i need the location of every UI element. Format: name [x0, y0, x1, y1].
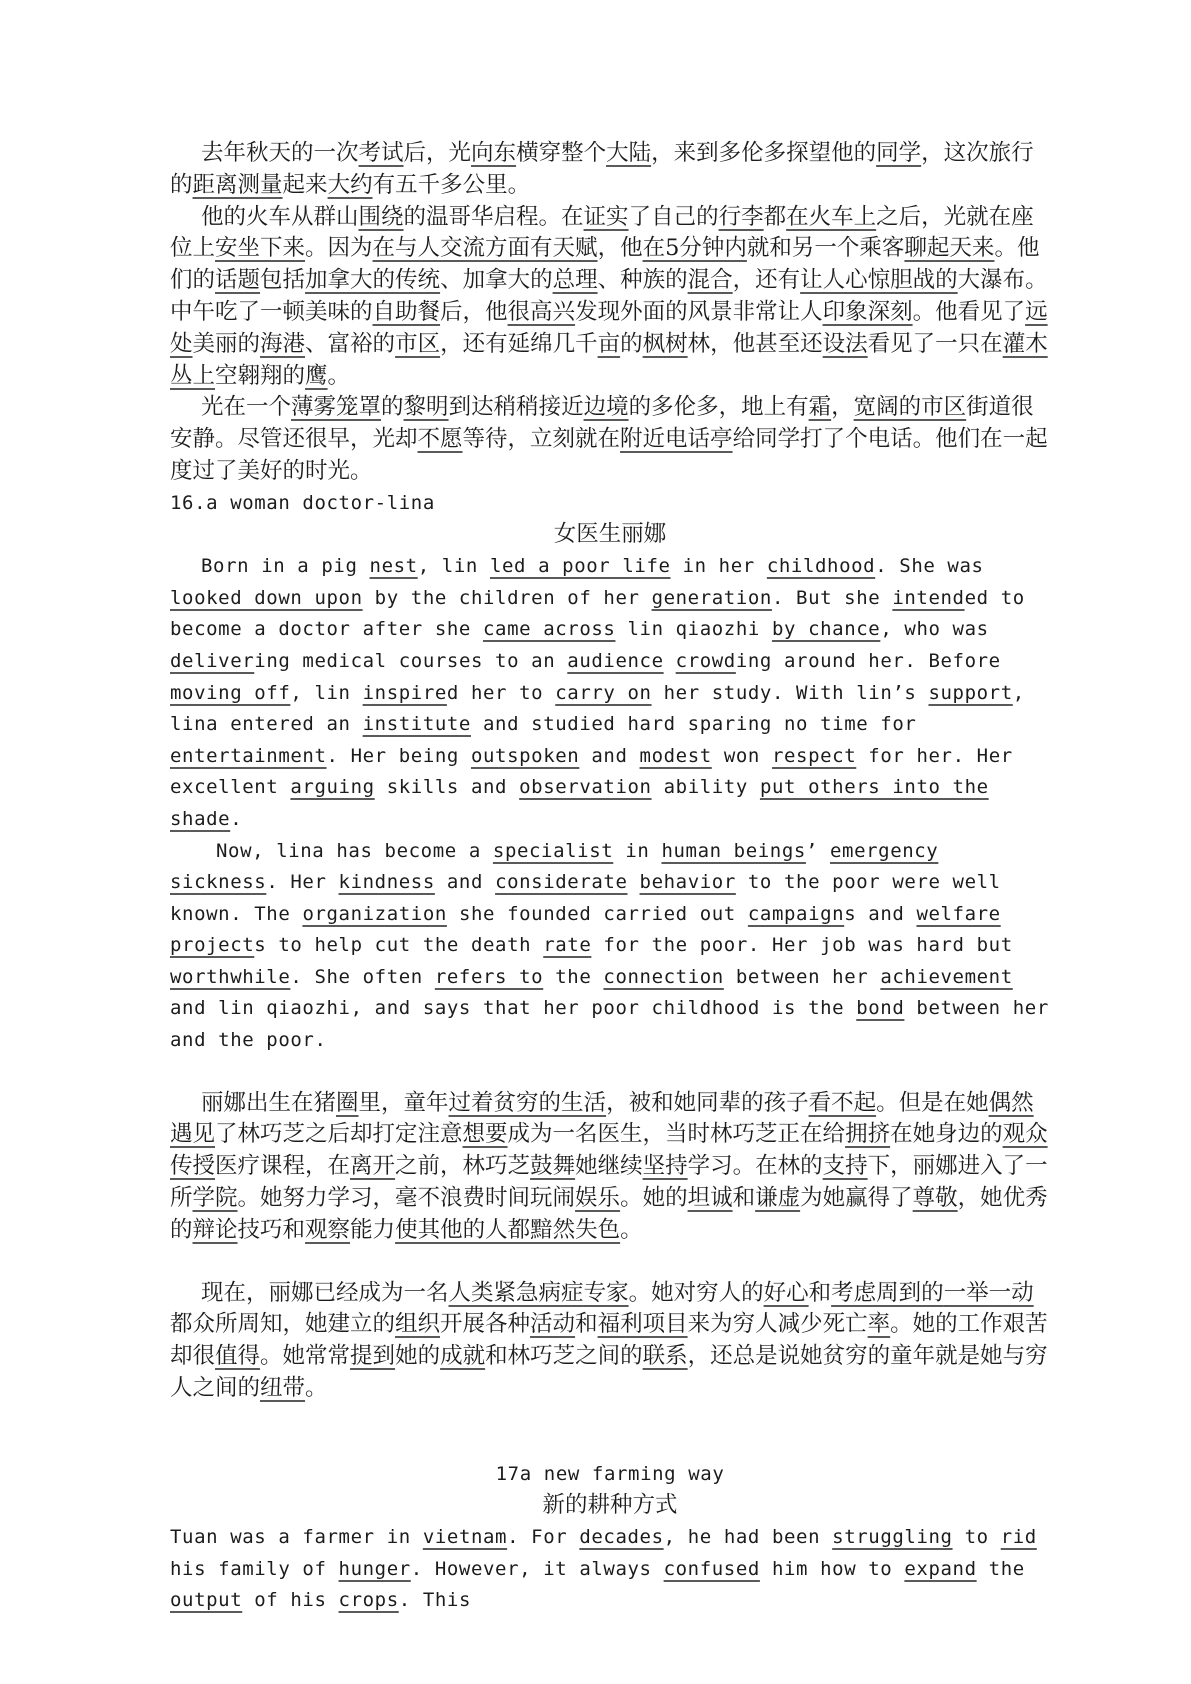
underlined-term: 霜 [808, 394, 832, 421]
underlined-term: decades [579, 1526, 664, 1549]
text-run: 、富裕的 [305, 330, 396, 357]
text-run: 。他们的 [170, 235, 1040, 294]
text-run: . [230, 807, 243, 830]
text-run: 的 [381, 394, 404, 421]
underlined-term: moving off [170, 681, 291, 704]
text-run: 之后，光就在座位上 [170, 203, 1034, 262]
text-run: 和 [575, 1311, 598, 1338]
text-run: 大瀑布。中午吃了一顿美味的 [170, 267, 1048, 325]
underlined-term: respect [771, 744, 857, 767]
text-run: 技巧和 [237, 1216, 306, 1243]
underlined-term: 坦诚 [687, 1185, 733, 1212]
underlined-term: 印象深刻 [822, 298, 913, 325]
underlined-term: 提到 [350, 1343, 396, 1370]
cn-intro-paragraph-3 [170, 392, 1050, 487]
underlined-term: 纽带 [260, 1375, 306, 1402]
underlined-term: behavior [639, 871, 736, 894]
text-run: , lina entered an [170, 681, 1025, 736]
lesson-16-chinese-paragraph-2 [170, 1278, 1050, 1405]
text-run: ed to become a doctor after she [170, 586, 1025, 641]
text-run: 。但是在她 [876, 1089, 989, 1116]
lesson-17-chinese-title: 新的耕种方式 [542, 1492, 678, 1519]
text-run: 里，童年 [358, 1089, 449, 1116]
underlined-term: generation [651, 586, 772, 609]
underlined-term: 在5分钟内 [642, 235, 747, 262]
underlined-term: bond [856, 997, 905, 1020]
underlined-term: 宽阔的市区 [853, 394, 967, 421]
text-run: his family of [170, 1557, 339, 1580]
text-run: 起来 [282, 171, 328, 198]
text-run: 后，光 [403, 140, 472, 166]
underlined-term: sickness [170, 871, 267, 894]
underlined-term: 考虑周到的 [831, 1279, 944, 1306]
underlined-term: 一举一动 [943, 1279, 1034, 1306]
text-run: 和 [732, 1185, 756, 1212]
underlined-term: 海港 [260, 330, 306, 357]
underlined-term: 学院 [192, 1185, 238, 1212]
text-run: Born in a pig [201, 555, 370, 578]
text-run: and [434, 871, 496, 894]
text-run: 包括 [260, 267, 306, 294]
blank-line [170, 1405, 1050, 1459]
text-run: d her to [446, 681, 556, 704]
text-run: and lin qiaozhi, and says that her poor childhood is the [170, 997, 857, 1020]
underlined-term: 传授 [170, 1153, 216, 1180]
text-run: 发现外面的风景非常让人 [575, 298, 823, 325]
text-run: , he had been [663, 1526, 833, 1549]
underlined-term: 看不起 [808, 1089, 877, 1116]
text-run: in [613, 839, 662, 862]
underlined-term: 距离 [192, 171, 238, 198]
text-run: ing around her. Before [735, 649, 1001, 672]
underlined-term: modest [639, 744, 712, 767]
underlined-term: 安坐下来 [215, 235, 306, 262]
text-run: her study. With lin’s [651, 681, 929, 704]
text-run: ，被和她同辈的孩子 [606, 1089, 809, 1116]
text-run: skills and [374, 776, 520, 799]
text-run: 了林巧芝之后却打定注意 [215, 1121, 463, 1148]
text-run: of his [242, 1589, 339, 1612]
underlined-term: rate [543, 934, 592, 957]
underlined-term: deliver [170, 649, 255, 672]
text-run: s and [844, 902, 917, 925]
text-run: ’ [805, 839, 830, 862]
text-run: 美丽的 [192, 330, 261, 357]
text-run: ，还有 [732, 267, 801, 294]
underlined-term: struggling [832, 1526, 953, 1549]
text-run [664, 650, 676, 672]
underlined-term: support [928, 681, 1013, 704]
text-run: 。她常常 [260, 1343, 351, 1370]
text-run: 她继续 [575, 1153, 643, 1180]
text-run: 能力 [350, 1216, 396, 1243]
underlined-term: 测量 [237, 171, 283, 198]
text-run: 的温哥华启程。在 [403, 203, 584, 230]
text-run: . Her [266, 871, 339, 894]
underlined-term: output [170, 1589, 243, 1612]
text-run: . She often [290, 965, 435, 988]
underlined-term: 过着贫穷的生活 [448, 1089, 607, 1116]
underlined-term: 同学 [876, 140, 922, 166]
underlined-term: 边境 [583, 394, 629, 421]
text-run: . She was [875, 555, 984, 578]
text-run: ing medical courses to an [254, 649, 568, 672]
underlined-term: 娱乐 [575, 1185, 621, 1212]
text-run: , who was [880, 618, 989, 641]
text-run: 到达稍稍接近 [448, 394, 584, 421]
cn-intro-paragraph-2 [170, 202, 1050, 393]
underlined-term: 率 [867, 1311, 891, 1338]
underlined-term: specialist [492, 839, 614, 862]
text-run: to [952, 1526, 1001, 1549]
underlined-term: 鼓舞 [530, 1153, 576, 1180]
underlined-term: 很高兴 [507, 298, 576, 325]
text-run: and studied hard sparing no time for [470, 713, 917, 736]
underlined-term: welfare project [170, 902, 1001, 957]
text-run: 开展各种 [440, 1311, 531, 1338]
text-run: 现在，丽娜已经成为一名 [201, 1279, 449, 1306]
underlined-term: worthwhile [170, 965, 291, 988]
text-run: Now, lina has become a [216, 839, 493, 862]
text-run: 都 [763, 203, 787, 230]
underlined-term: emergency [830, 839, 939, 862]
underlined-term: crowd [675, 649, 736, 672]
text-run: lin qiaozhi [615, 618, 772, 641]
lesson-16-english-paragraph-2 [170, 836, 1050, 1057]
underlined-term: 人类 [448, 1279, 494, 1306]
underlined-term: 使其他的人都黯然失色 [395, 1216, 621, 1243]
underlined-term: 聊起天来 [904, 235, 995, 262]
underlined-term: 紧急 [493, 1279, 539, 1306]
underlined-term: 圈 [336, 1089, 359, 1116]
text-run: 。因为 [305, 235, 373, 262]
underlined-term: 拥挤 [845, 1121, 891, 1148]
underlined-term: 在火车上 [786, 203, 877, 230]
underlined-term: entertainment [170, 744, 327, 767]
underlined-term: 考试 [358, 140, 404, 166]
text-run: . However, it always [410, 1557, 664, 1580]
underlined-term: 市区 [395, 330, 441, 357]
underlined-term: 设法 [822, 330, 868, 357]
text-run: she founded carried out [446, 902, 748, 925]
underlined-term: 尊敬 [912, 1185, 958, 1212]
underlined-term: 谦虚 [755, 1185, 801, 1212]
text-run: for the poor. Her job was hard but [591, 934, 1013, 957]
text-run: Tuan was a farmer in [170, 1526, 423, 1549]
text-run: 和 [808, 1279, 832, 1306]
underlined-term: nest [369, 555, 418, 578]
text-run: 成为一名医生，当时林巧芝正在给 [507, 1121, 846, 1148]
text-run: 。 [620, 1216, 643, 1243]
text-run: 和林巧芝之间的 [485, 1343, 643, 1370]
underlined-term: 成就 [440, 1343, 486, 1370]
text-run: 给同学打了个电话。他们在一起度过了美好的时光。 [170, 426, 1048, 484]
underlined-term: campaign [747, 902, 845, 925]
underlined-term: 活动 [530, 1311, 576, 1338]
underlined-term: 离开 [350, 1153, 396, 1180]
text-run: 有五千多公里。 [372, 171, 531, 198]
text-run: s to help cut the death [254, 934, 544, 957]
underlined-term: 薄雾笼罩 [291, 394, 382, 421]
underlined-term: 自助餐 [372, 298, 441, 325]
text-run: 了自己的 [628, 203, 719, 230]
underlined-term: 大约 [327, 171, 373, 198]
blank-line [170, 1057, 1050, 1088]
text-run: . For [507, 1526, 580, 1549]
underlined-term: 组织 [395, 1311, 441, 1338]
text-run: 。 [327, 362, 351, 389]
underlined-term: 远处 [170, 298, 1048, 357]
underlined-term: childhood [766, 555, 876, 578]
text-run: ，来到多伦多探望他的 [651, 140, 877, 166]
text-run: ，这次旅行的 [170, 140, 1034, 198]
underlined-term: inspire [362, 681, 447, 704]
underlined-term: 证实 [583, 203, 629, 230]
text-run: and [579, 744, 640, 767]
underlined-term: refers to [434, 965, 544, 988]
underlined-term: 大陆 [606, 140, 652, 166]
underlined-term: hunger [338, 1557, 411, 1580]
underlined-term: achievement [880, 965, 1013, 988]
text-run: 等待，立刻就在 [462, 426, 621, 453]
text-run: 为她赢得了 [800, 1185, 913, 1212]
underlined-term: expand [904, 1557, 977, 1580]
underlined-term: 黎明 [403, 394, 449, 421]
underlined-term: observation [519, 776, 652, 799]
underlined-term: 让人心惊胆战的 [800, 267, 958, 294]
underlined-term: looked down upon [170, 586, 363, 609]
lesson-17-english-paragraph-1 [170, 1522, 1050, 1617]
text-run [628, 871, 640, 893]
lesson-16-english-paragraph-1 [170, 551, 1050, 835]
text-run: the [976, 1557, 1025, 1580]
underlined-term: human beings [661, 839, 806, 862]
underlined-term: 亩 [597, 330, 621, 357]
underlined-term: 话题 [215, 267, 261, 294]
text-run: won [711, 744, 772, 767]
underlined-term: 专家 [583, 1279, 629, 1306]
underlined-term: 福利项目 [597, 1311, 688, 1338]
underlined-term: 联系 [642, 1343, 688, 1370]
lesson-17-heading: 17a new farming way [495, 1462, 725, 1485]
text-run: 就和另一个乘客 [746, 235, 905, 262]
text-run: 街道很安静。尽管还很早，光却 [170, 394, 1034, 453]
text-run: , lin [290, 681, 363, 704]
underlined-term: 支持 [822, 1153, 868, 1180]
underlined-term: 灌木丛上 [170, 330, 1048, 389]
text-run: ， [831, 394, 854, 421]
text-run: 丽娜出生在猪 [201, 1089, 337, 1116]
text-run: 。 [305, 1375, 328, 1402]
underlined-term: considerate [495, 871, 628, 894]
underlined-term: carry on [555, 681, 652, 704]
text-run: ，还有延绵几千 [440, 330, 598, 357]
text-run: 的多伦多，地上有 [628, 394, 809, 421]
underlined-term: 鹰 [305, 362, 328, 389]
underlined-term: arguing [290, 776, 375, 799]
underlined-term: 加拿大的传统 [305, 267, 441, 294]
underlined-term: 围绕 [358, 203, 404, 230]
text-run: the [543, 965, 604, 988]
text-run: by the children of her [362, 586, 652, 609]
text-run: ，还总是说她贫穷的童年就是她与穷人之间的 [170, 1343, 1048, 1402]
underlined-term: 附近电话亭 [620, 426, 733, 453]
underlined-term: rid [1000, 1526, 1037, 1549]
underlined-term: 不愿 [417, 426, 463, 453]
text-run: between her and the poor. [170, 997, 1049, 1052]
underlined-term: 观察 [305, 1216, 351, 1243]
text-run: in her [670, 555, 767, 578]
underlined-term: connection [603, 965, 724, 988]
text-run: 下，丽娜进入了一所 [170, 1153, 1048, 1212]
text-run: 医疗课程，在 [215, 1153, 351, 1180]
underlined-term: 在与人交流方面有天赋 [372, 235, 598, 262]
text-run: 看见了一只在 [867, 330, 1003, 357]
underlined-term: 偶然遇见 [170, 1089, 1034, 1148]
document-page [170, 138, 1050, 1617]
underlined-term: vietnam [422, 1526, 508, 1549]
lesson-16-chinese-title: 女医生丽娜 [553, 521, 667, 548]
text-run: 光在一个 [201, 394, 292, 421]
text-run: ，他 [597, 235, 643, 262]
text-run: 、加拿大的 [440, 267, 553, 294]
underlined-term: audience [567, 649, 664, 672]
text-run: 来为穷人减少死亡 [687, 1311, 868, 1338]
underlined-term: outspoken [470, 744, 580, 767]
underlined-term: 观众 [1002, 1121, 1048, 1148]
underlined-term: institute [362, 713, 471, 736]
underlined-term: 混合 [687, 267, 733, 294]
text-run: 后，他 [440, 298, 508, 325]
underlined-term: 总理 [552, 267, 598, 294]
text-run: for her. Her excellent [170, 744, 1013, 799]
text-run: 横穿整个 [516, 140, 607, 166]
underlined-term: intend [892, 586, 965, 609]
text-run: 去年秋天的一次 [201, 140, 359, 166]
underlined-term: organization [302, 902, 447, 925]
text-run: to the poor were well known. The [170, 871, 1001, 925]
underlined-term: 值得 [215, 1343, 261, 1370]
underlined-term: 辩论 [192, 1216, 238, 1243]
text-run: 林，他甚至还 [687, 330, 823, 357]
underlined-term: came across [483, 618, 616, 641]
text-run: between her [723, 965, 881, 988]
text-run: . Her being [326, 744, 471, 767]
cn-intro-paragraph-1 [170, 138, 1050, 202]
text-run: him how to [759, 1557, 905, 1580]
blank-line [170, 1247, 1050, 1278]
text-run: 都众所周知，她建立的 [170, 1311, 396, 1338]
text-run: 之前，林巧芝 [395, 1153, 531, 1180]
text-run: . But she [771, 586, 893, 609]
underlined-term: by chance [771, 618, 881, 641]
text-run: 的 [620, 330, 643, 357]
lesson-16-heading: 16.a woman doctor-lina [170, 491, 435, 514]
text-run: 学习。在林的 [687, 1153, 823, 1180]
text-run: 。她对穷人的 [628, 1279, 764, 1306]
underlined-term: kindness [338, 871, 435, 894]
underlined-term: 坚持 [642, 1153, 688, 1180]
underlined-term: confused [663, 1557, 760, 1580]
text-run: 。她努力学习，毫不浪费时间玩闹 [237, 1185, 576, 1212]
text-run: 。她的工作艰苦却很 [170, 1311, 1048, 1370]
underlined-term: 枫树 [642, 330, 688, 357]
text-run: 她的 [395, 1343, 441, 1370]
text-run: 。她的 [620, 1185, 688, 1212]
underlined-term: 想要 [462, 1121, 508, 1148]
text-run: 他的火车从群山 [201, 203, 359, 230]
text-run: 在她身边的 [890, 1121, 1003, 1148]
underlined-term: crops [338, 1589, 399, 1612]
text-run: . This [398, 1589, 471, 1612]
lesson-16-chinese-paragraph-1 [170, 1088, 1050, 1247]
text-run: 、种族的 [597, 267, 688, 294]
underlined-term: 好心 [763, 1279, 809, 1306]
underlined-term: led a poor life [489, 555, 671, 578]
text-run: ，她优秀的 [170, 1185, 1048, 1243]
text-run: ability [651, 776, 760, 799]
text-run: , lin [417, 555, 490, 578]
underlined-term: 病症 [538, 1279, 584, 1306]
underlined-term: 向东 [471, 140, 517, 166]
text-run: 。他看见了 [912, 298, 1026, 325]
underlined-term: 行李 [718, 203, 764, 230]
underlined-term: put others into the shade [170, 776, 989, 830]
text-run: 空翱翔的 [215, 362, 306, 389]
